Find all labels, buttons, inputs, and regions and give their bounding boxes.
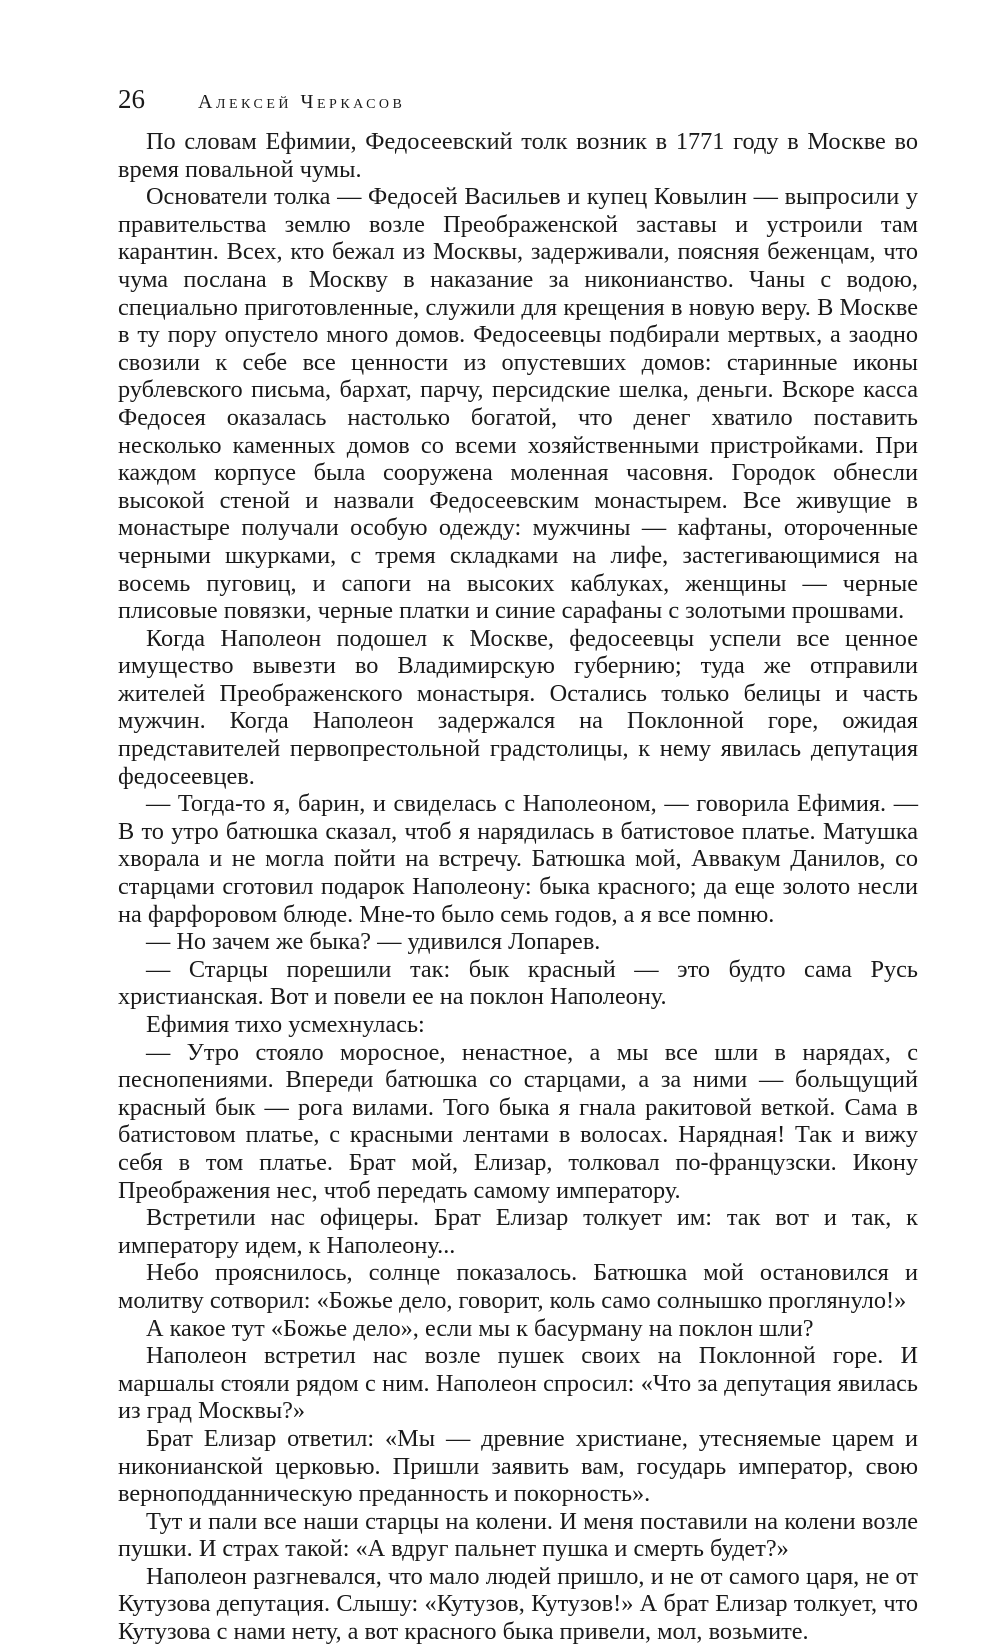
paragraph: Основатели толка — Федосей Васильев и купец Ковылин — выпросили у правительства землю возле Преображенской заставы и устроили там карантин. Всех, кто бежал из Москвы, задерживали, поясняя беженцам, что чума послана в Москву в наказание за никонианство. Чаны с водою, специально приготовленные, служили для крещения в новую веру. В Москве в ту пору опустело много домов. Федосеевцы подбирали мертвых, а заодно свозили к себе все ценности из опустевших домов: старинные иконы рублевского письма, бархат, парчу, персидские шелка, деньги. Вскоре касса Федосея оказалась настолько богатой, что денег хватило поставить несколько каменных домов со всеми хозяйственными пристройками. При каждом корпусе была сооружена моленная часовня. Городок обнесли высокой стеной и назвали Федосеевским монастырем. Все живущие в монастыре получали особую одежду: мужчины — кафтаны, отороченные черными шкурками, с тремя складками на лифе, застегивающимися на восемь пуговиц, и сапоги на высоких каблуках, женщины — черные плисовые повязки, черные платки и синие сарафаны с золотыми прошвами. xyxy=(118,183,918,625)
paragraph: Ефимия тихо усмехнулась: xyxy=(146,1011,425,1038)
paragraph: Встретили нас офицеры. Брат Елизар толкует им: так вот и так, к императору идем, к Наполеону... xyxy=(118,1204,918,1259)
paragraph: Небо прояснилось, солнце показалось. Батюшка мой остановился и молитву сотворил: «Божье дело, говорит, коль само солнышко проглянуло!» xyxy=(118,1259,918,1314)
paragraph: А какое тут «Божье дело», если мы к басурману на поклон шли? xyxy=(146,1314,814,1342)
paragraph: — Но зачем же быка? — удивился Лопарев. xyxy=(146,928,601,956)
page-number: 26 xyxy=(118,84,145,114)
paragraph: По словам Ефимии, Федосеевский толк возник в 1771 году в Москве во время повальной чумы. xyxy=(118,128,918,183)
paragraph: — Тогда-то я, барин, и свиделась с Наполеоном, — говорила Ефимия. — В то утро батюшка сказал, чтоб я нарядилась в батистовое платье. Матушка хворала и не могла пойти на встречу. Батюшка мой, Аввакум Данилов, со старцами сготовил подарок Наполеону: быка красного; да еще золото несли на фарфоровом блюде. Мне-то было семь годов, а я все помню. xyxy=(118,790,918,928)
running-title: Алексей Черкасов xyxy=(198,91,406,113)
paragraph: — Утро стояло моросное, ненастное, а мы все шли в нарядах, с песнопениями. Впереди батюшка со старцами, а за ними — больщущий красный бык — рога вилами. Того быка я гнала ракитовой веткой. Сама в батистовом платье, с красными лентами в волосах. Нарядная! Так и вижу себя в том платье. Брат мой, Елизар, толковал по-французски. Икону Преображения нес, чтоб передать самому императору. xyxy=(118,1038,918,1204)
paragraph: Наполеон встретил нас возле пушек своих на Поклонной горе. И маршалы стояли рядом с ним. Наполеон спросил: «Что за депутация явилась из град Москвы?» xyxy=(118,1342,918,1425)
running-head xyxy=(118,84,918,126)
paragraph: — Старцы порешили так: бык красный — это будто сама Русь христианская. Вот и повели ее на поклон Наполеону. xyxy=(118,955,918,1011)
body-text xyxy=(118,128,918,1646)
book-page xyxy=(118,84,918,1646)
paragraph: Когда Наполеон подошел к Москве, федосеевцы успели все ценное имущество вывезти во Владимирскую губернию; туда же отправили жителей Преображенского монастыря. Остались только белицы и часть мужчин. Когда Наполеон задержался на Поклонной горе, ожидая представителей первопрестольной градстолицы, к нему явилась депутация федосеевцев. xyxy=(118,624,918,790)
paragraph: Брат Елизар ответил: «Мы — древние христиане, утесняемые царем и никонианской церковью. Пришли заявить вам, государь император, свою верноподданническую преданность и покорность». xyxy=(118,1424,918,1508)
paragraph: Наполеон разгневался, что мало людей пришло, и не от самого царя, не от Кутузова депутация. Слышу: «Кутузов, Кутузов!» А брат Елизар толкует, что Кутузова с нами нету, а вот красного быка привели, мол, возьмите. xyxy=(118,1562,918,1646)
paragraph: Тут и пали все наши старцы на колени. И меня поставили на колени возле пушки. И страх такой: «А вдруг пальнет пушка и смерть будет?» xyxy=(118,1507,918,1563)
